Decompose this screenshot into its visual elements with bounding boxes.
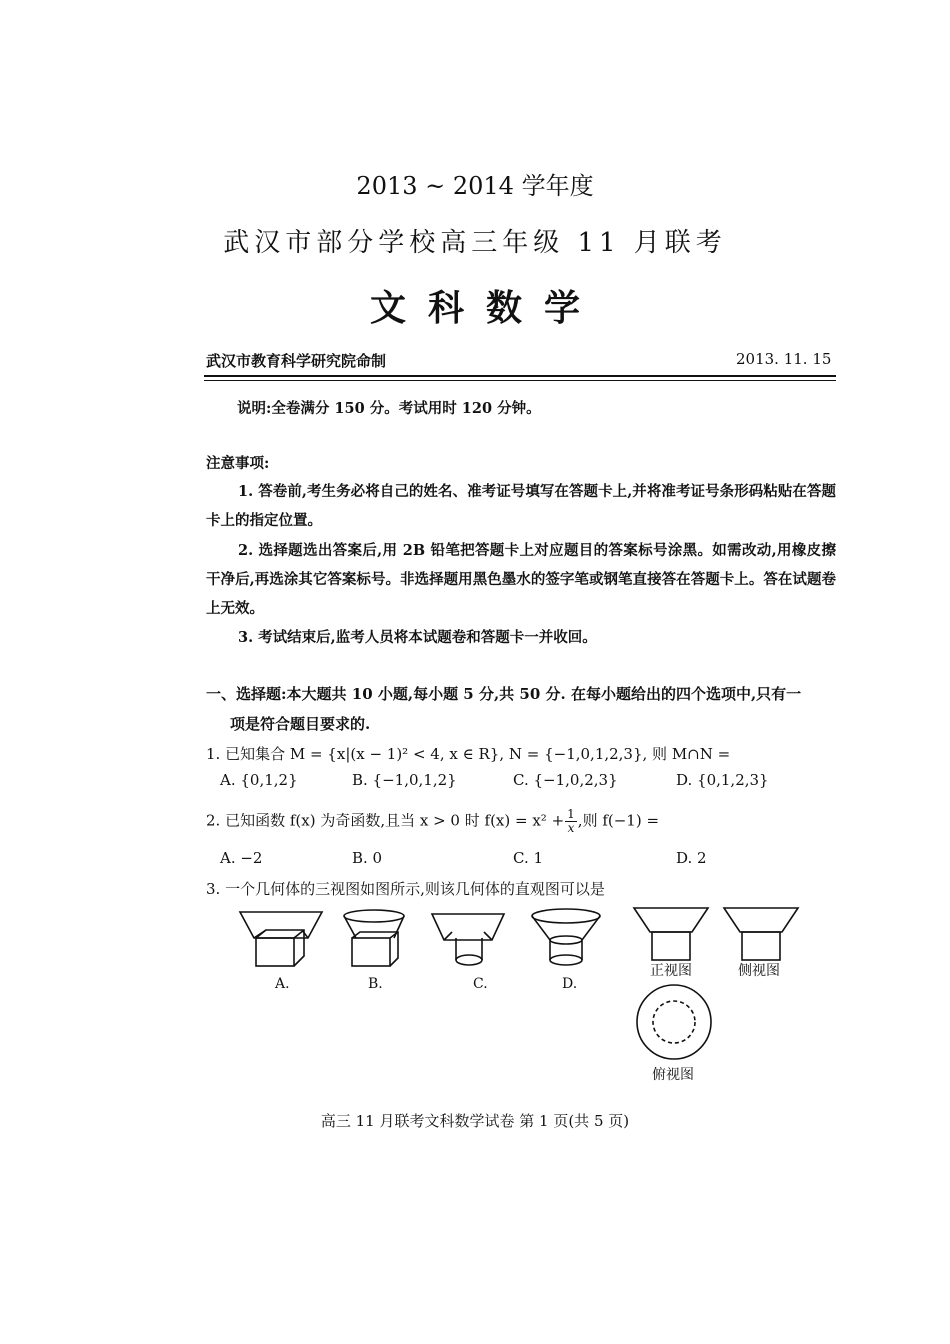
exam-date: 2013. 11. 15 bbox=[736, 350, 832, 368]
header-rule-thick bbox=[204, 375, 836, 377]
question-1-stem: 1. 已知集合 M = {x|(x − 1)² < 4, x ∈ R}, N = {−1,0,1,2,3}, 则 M∩N = bbox=[206, 745, 731, 763]
figure-option-c bbox=[432, 908, 512, 970]
q1-option-d: D. {0,1,2,3} bbox=[676, 771, 769, 789]
instructions-heading: 注意事项: bbox=[206, 455, 270, 472]
section-title-cont: 项是符合题目要求的. bbox=[230, 715, 371, 733]
q1-option-a: A. {0,1,2} bbox=[220, 771, 298, 789]
instruction-item-2: 2. 选择题选出答案后,用 2B 铅笔把答题卡上对应题目的答案标号涂黑。如需改动,用橡皮擦干净后,再选涂其它答案标号。非选择题用黑色墨水的签字笔或钢笔直接答在答题卡上。答在试题卷上无效。 bbox=[206, 542, 836, 617]
option-d-label: D. bbox=[562, 976, 578, 992]
q2-option-c: C. 1 bbox=[513, 849, 544, 867]
question-2-stem: 2. 已知函数 f(x) 为奇函数,且当 x > 0 时 f(x) = x² + $\frac{1}{x}$ ,则 f(−1) = bbox=[206, 807, 660, 835]
front-view-label: 正视图 bbox=[650, 963, 692, 979]
q2-option-d: D. 2 bbox=[676, 849, 707, 867]
page-footer: 高三 11 月联考文科数学试卷 第 1 页(共 5 页) bbox=[320, 1112, 630, 1130]
section-title: 一、选择题:本大题共 10 小题,每小题 5 分,共 50 分. 在每小题给出的四个选项中,只有一 bbox=[206, 685, 802, 703]
q1-option-c: C. {−1,0,2,3} bbox=[513, 771, 618, 789]
school-year-title: 2013 ~ 2014 学年度 bbox=[356, 172, 594, 200]
subject-title: 文科数学 bbox=[369, 287, 602, 329]
option-c-label: C. bbox=[473, 976, 488, 992]
fraction: $\frac{1}{x}$ bbox=[567, 807, 575, 835]
top-view-label: 俯视图 bbox=[652, 1067, 694, 1083]
exam-name-title: 武汉市部分学校高三年级 11 月联考 bbox=[223, 228, 727, 258]
front-view-figure bbox=[632, 906, 712, 962]
exam-note: 说明:全卷满分 150 分。考试用时 120 分钟。 bbox=[237, 400, 541, 417]
question-3-stem: 3. 一个几何体的三视图如图所示,则该几何体的直观图可以是 bbox=[206, 880, 605, 898]
header-rule-thin bbox=[204, 380, 836, 381]
figure-option-d bbox=[530, 906, 604, 970]
figure-option-b bbox=[340, 908, 410, 970]
top-view-figure bbox=[634, 984, 714, 1060]
q1-option-b: B. {−1,0,1,2} bbox=[352, 771, 457, 789]
publisher: 武汉市教育科学研究院命制 bbox=[206, 352, 387, 370]
figure-option-a bbox=[240, 908, 330, 970]
instruction-item-1: 1. 答卷前,考生务必将自己的姓名、准考证号填写在答题卡上,并将准考证号条形码粘贴在答题卡上的指定位置。 bbox=[206, 483, 836, 529]
q2-option-b: B. 0 bbox=[352, 849, 383, 867]
side-view-label: 侧视图 bbox=[738, 963, 780, 979]
option-b-label: B. bbox=[368, 976, 383, 992]
q2-option-a: A. −2 bbox=[220, 849, 263, 867]
option-a-label: A. bbox=[275, 976, 290, 992]
instruction-item-3: 3. 考试结束后,监考人员将本试题卷和答题卡一并收回。 bbox=[238, 629, 597, 646]
side-view-figure bbox=[722, 906, 802, 962]
